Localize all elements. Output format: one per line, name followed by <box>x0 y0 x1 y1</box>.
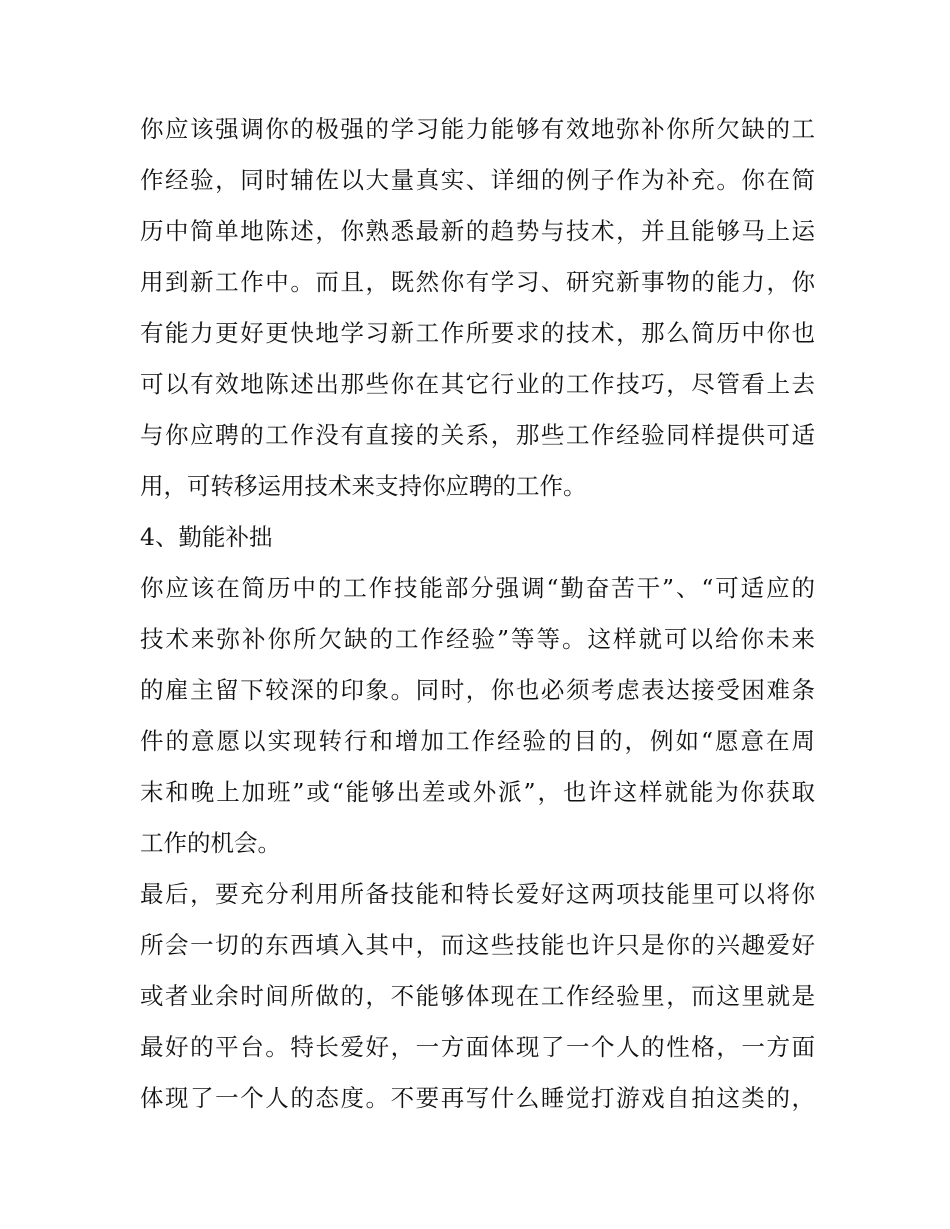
text-line: 与你应聘的工作没有直接的关系，那些工作经验同样提供可适 <box>140 421 815 449</box>
text-line: 或者业余时间所做的，不能够体现在工作经验里，而这里就是 <box>140 982 815 1010</box>
text-line: 工作的机会。 <box>140 829 281 857</box>
paragraph-1 <box>140 104 815 512</box>
text-line: 有能力更好更快地学习新工作所要求的技术，那么简历中你也 <box>140 319 815 347</box>
text-line: 用，可转移运用技术来支持你应聘的工作。 <box>140 472 587 500</box>
document-body <box>140 104 815 1124</box>
paragraph-3 <box>140 869 815 1124</box>
text-line: 作经验，同时辅佐以大量真实、详细的例子作为补充。你在简 <box>140 166 815 194</box>
section-heading: 4、勤能补拙 <box>140 523 273 551</box>
text-line: 用到新工作中。而且，既然你有学习、研究新事物的能力，你 <box>140 268 815 296</box>
text-line: 体现了一个人的态度。不要再写什么睡觉打游戏自拍这类的， <box>140 1084 815 1112</box>
paragraph-2 <box>140 563 815 869</box>
text-line: 的雇主留下较深的印象。同时，你也必须考虑表达接受困难条 <box>140 676 815 704</box>
text-line: 技术来弥补你所欠缺的工作经验”等等。这样就可以给你未来 <box>140 625 815 653</box>
text-line: 末和晚上加班”或“能够出差或外派”，也许这样就能为你获取 <box>140 778 815 806</box>
text-line: 件的意愿以实现转行和增加工作经验的目的，例如“愿意在周 <box>140 727 815 755</box>
text-line: 你应该在简历中的工作技能部分强调“勤奋苦干”、“可适应的 <box>140 574 815 602</box>
text-line: 可以有效地陈述出那些你在其它行业的工作技巧，尽管看上去 <box>140 370 815 398</box>
text-line: 最好的平台。特长爱好，一方面体现了一个人的性格，一方面 <box>140 1033 815 1061</box>
text-line: 你应该强调你的极强的学习能力能够有效地弥补你所欠缺的工 <box>140 115 815 143</box>
text-line: 最后，要充分利用所备技能和特长爱好这两项技能里可以将你 <box>140 880 815 908</box>
text-line: 所会一切的东西填入其中，而这些技能也许只是你的兴趣爱好 <box>140 931 815 959</box>
text-line: 历中简单地陈述，你熟悉最新的趋势与技术，并且能够马上运 <box>140 217 815 245</box>
